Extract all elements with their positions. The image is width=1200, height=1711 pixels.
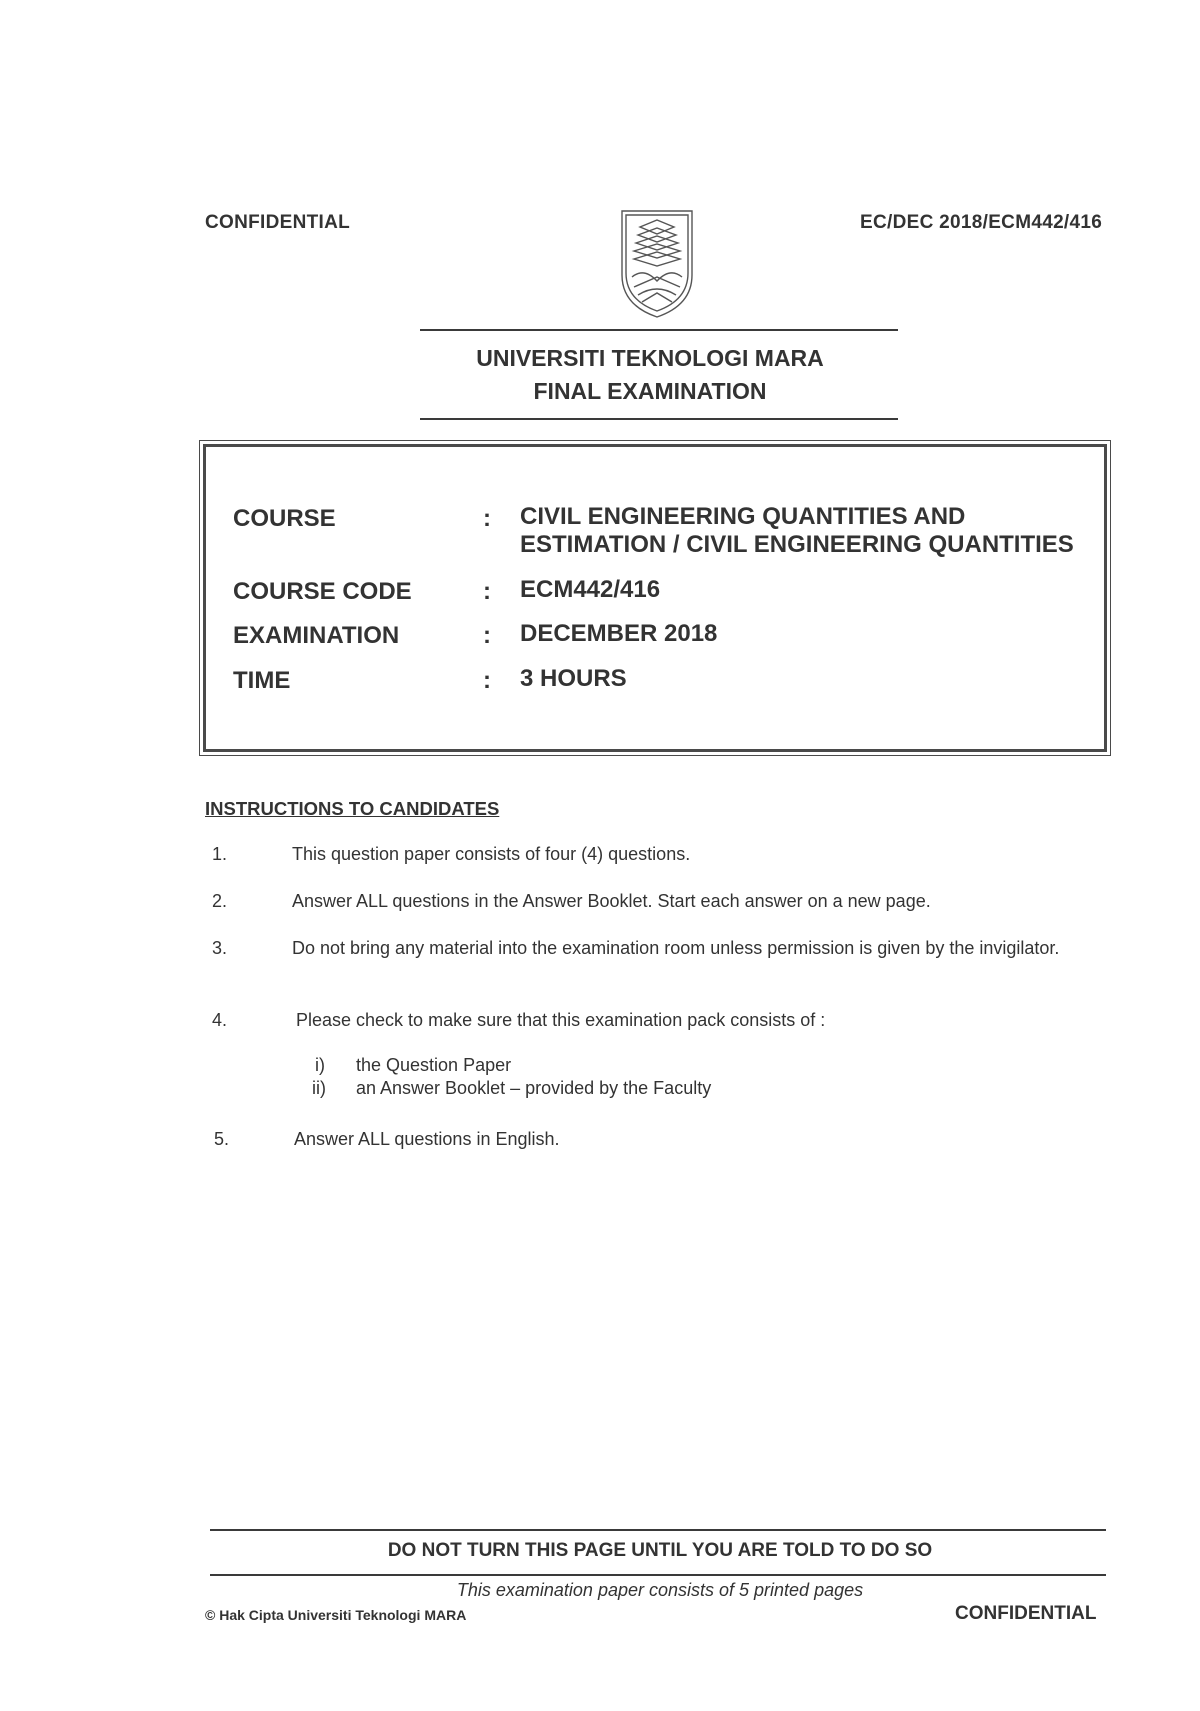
course-label: COURSE xyxy=(233,505,336,532)
course-code-colon: : xyxy=(483,578,491,605)
time-colon: : xyxy=(483,667,491,694)
instructions-heading: INSTRUCTIONS TO CANDIDATES xyxy=(205,798,500,819)
title-top-rule xyxy=(420,329,898,331)
course-value-line2: ESTIMATION / CIVIL ENGINEERING QUANTITIES xyxy=(520,531,1074,558)
course-colon: : xyxy=(483,505,491,532)
instruction-number: 4. xyxy=(212,1010,228,1030)
footer-page-count: This examination paper consists of 5 printed pages xyxy=(456,1580,864,1600)
footer-top-rule xyxy=(210,1529,1106,1531)
exam-title: FINAL EXAMINATION xyxy=(533,378,767,404)
instruction-text: This question paper consists of four (4) questions. xyxy=(292,844,691,864)
instruction-text: Answer ALL questions in the Answer Booklet. Start each answer on a new page. xyxy=(292,891,931,911)
instruction-number: 1. xyxy=(212,844,228,864)
examination-value: DECEMBER 2018 xyxy=(520,620,718,647)
subitem-number: i) xyxy=(315,1055,325,1075)
copyright-notice: © Hak Cipta Universiti Teknologi MARA xyxy=(205,1607,467,1623)
course-code-value: ECM442/416 xyxy=(520,576,661,603)
header-exam-code: EC/DEC 2018/ECM442/416 xyxy=(860,212,1103,233)
instruction-number: 3. xyxy=(212,938,228,958)
header-confidential: CONFIDENTIAL xyxy=(205,212,351,233)
university-name: UNIVERSITI TEKNOLOGI MARA xyxy=(476,345,824,371)
course-code-label: COURSE CODE xyxy=(233,578,412,605)
course-value-line1: CIVIL ENGINEERING QUANTITIES AND xyxy=(520,503,966,530)
instruction-text: Answer ALL questions in English. xyxy=(294,1129,560,1149)
instruction-number: 5. xyxy=(214,1129,230,1149)
title-bottom-rule xyxy=(420,418,898,420)
examination-label: EXAMINATION xyxy=(233,622,400,649)
university-logo xyxy=(612,205,702,320)
footer-warning: DO NOT TURN THIS PAGE UNTIL YOU ARE TOLD TO DO SO xyxy=(387,1540,933,1561)
time-label: TIME xyxy=(233,667,291,694)
instruction-text: Do not bring any material into the examination room unless permission is given by the invigilator. xyxy=(292,938,1060,958)
subitem-text: an Answer Booklet – provided by the Faculty xyxy=(356,1078,712,1098)
subitem-number: ii) xyxy=(312,1078,326,1098)
subitem-text: the Question Paper xyxy=(356,1055,512,1075)
footer-bottom-rule xyxy=(210,1574,1106,1576)
instruction-text: Please check to make sure that this examination pack consists of : xyxy=(296,1010,826,1030)
examination-colon: : xyxy=(483,622,491,649)
time-value: 3 HOURS xyxy=(520,665,627,692)
footer-confidential: CONFIDENTIAL xyxy=(955,1603,1097,1624)
instruction-number: 2. xyxy=(212,891,228,911)
